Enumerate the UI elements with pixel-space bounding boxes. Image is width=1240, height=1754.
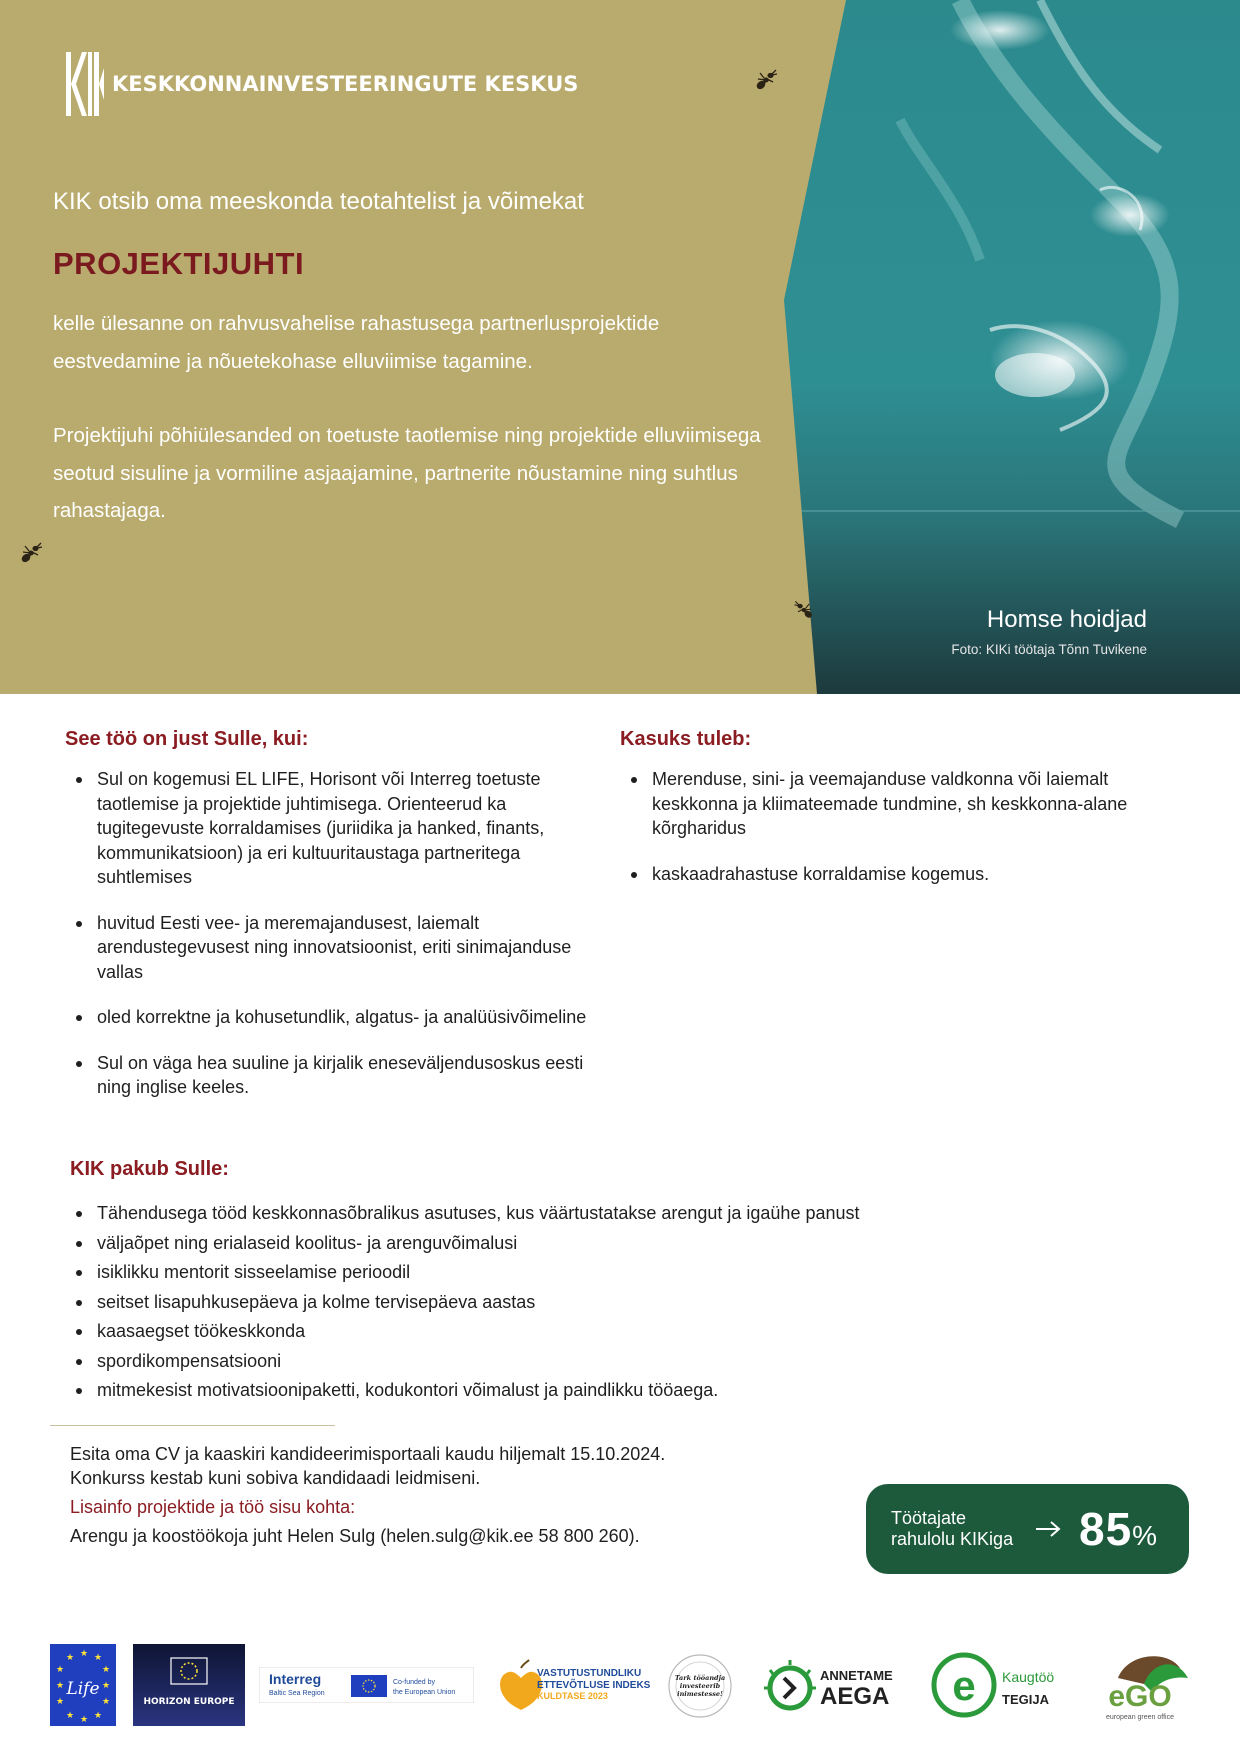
org-name: KESKKONNAINVESTEERINGUTE KESKUS <box>112 72 579 96</box>
badge-unit: % <box>1132 1520 1159 1551</box>
apply-line: Konkurss kestab kuni sobiva kandidaadi leidmiseni. <box>70 1467 481 1488</box>
list-item: Merenduse, sini- ja veemajanduse valdkonna või laiemalt keskkonna ja kliimateemade tundmine, sh keskkonna-alane kõrgharidus <box>620 767 1140 841</box>
svg-text:★: ★ <box>94 1711 103 1721</box>
kik-logo <box>64 48 578 120</box>
ant-icon <box>752 66 780 94</box>
csr-line: ETTEVÕTLUSE INDEKS <box>537 1680 651 1691</box>
position-duties: Projektijuhi põhiülesanded on toetuste taotlemise ning projektide elluviimisega seotud sisuline ja vormiline asjaajamine, partnerite nõustamine ning suhtlus rahastajaga. <box>53 424 761 522</box>
list-item: oled korrektne ja kohusetundlik, algatus- ja analüüsivõimeline <box>65 1005 595 1030</box>
position-title: PROJEKTIJUHTI <box>53 246 305 281</box>
offer-list <box>70 1201 1170 1403</box>
satisfaction-badge <box>866 1484 1189 1574</box>
offer-section <box>70 1158 1170 1408</box>
advantages-heading: Kasuks tuleb: <box>620 728 752 750</box>
requirements-section <box>65 728 595 1121</box>
contact-info: Arengu ja koostöökoja juht Helen Sulg (helen.sulg@kik.ee 58 800 260). <box>70 1526 640 1546</box>
list-item: isiklikku mentorit sisseelamise perioodil <box>70 1260 1170 1285</box>
list-item: Tähendusega tööd keskkonnasõbralikus asutuses, kus väärtustatakse arengut ja igaühe panust <box>70 1201 1170 1226</box>
svg-text:★: ★ <box>102 1697 111 1707</box>
badge-label: Töötajate rahulolu KIKiga <box>891 1508 1014 1549</box>
photo-title: Homse hoidjad <box>986 606 1147 633</box>
ant-icon <box>792 598 816 622</box>
list-item: kaskaadrahastuse korraldamise kogemus. <box>620 862 1140 887</box>
list-item: Sul on väga hea suuline ja kirjalik eneseväljendusoskus eesti ning inglise keeles. <box>65 1051 595 1100</box>
svg-text:★: ★ <box>102 1681 111 1691</box>
eu-life-logo <box>50 1644 116 1726</box>
horizon-europe-logo <box>133 1644 245 1726</box>
kaugtoo-line: Kaugtöö <box>1002 1669 1055 1685</box>
svg-text:★: ★ <box>56 1665 65 1675</box>
hero-intro: KIK otsib oma meeskonda teotahtelist ja võimekat <box>53 188 584 215</box>
list-item: kaasaegset töökeskkonda <box>70 1319 1170 1344</box>
list-item: seitset lisapuhkusepäeva ja kolme tervisepäeva aastas <box>70 1290 1170 1315</box>
badge-value <box>1079 1502 1158 1556</box>
photo-credit: Foto: KIKi töötaja Tõnn Tuvikene <box>951 642 1147 657</box>
ego-subtitle: european green office <box>1106 1714 1174 1721</box>
svg-text:Co-funded by: Co-funded by <box>393 1679 436 1686</box>
svg-text:★: ★ <box>66 1711 75 1721</box>
anname-aega-logo <box>762 1654 907 1718</box>
svg-text:★: ★ <box>66 1653 75 1663</box>
offer-heading: KIK pakub Sulle: <box>70 1158 229 1180</box>
interreg-region: Baltic Sea Region <box>269 1690 325 1697</box>
anname-line: AEGA <box>820 1683 890 1710</box>
ego-text: eGO <box>1108 1680 1172 1713</box>
requirements-list <box>65 767 595 1100</box>
list-item: huvitud Eesti vee- ja meremajandusest, laiemalt arendustegevusest ning innovatsioonist, eriti sinimajanduse vallas <box>65 911 595 985</box>
apply-line: Esita oma CV ja kaaskiri kandideerimisportaali kaudu hiljemalt 15.10.2024. <box>70 1444 666 1464</box>
ant-icon <box>17 539 45 567</box>
divider <box>50 1425 335 1426</box>
tark-line: Tark tööandja <box>674 1674 726 1682</box>
svg-text:★: ★ <box>102 1665 111 1675</box>
kaugtoo-tegija-logo <box>930 1650 1066 1720</box>
csr-line: KULDTASE 2023 <box>537 1691 608 1701</box>
info-heading: Lisainfo projektide ja töö sisu kohta: <box>70 1497 356 1517</box>
hero-banner <box>0 0 1240 694</box>
list-item: mitmekesist motivatsioonipaketti, kodukontori võimalust ja paindlikku tööaega. <box>70 1378 1170 1403</box>
list-item: väljaõpet ning erialaseid koolitus- ja arenguvõimalusi <box>70 1231 1170 1256</box>
svg-text:e: e <box>952 1662 976 1709</box>
csr-index-logo <box>493 1658 653 1714</box>
kaugtoo-line: TEGIJA <box>1002 1692 1049 1707</box>
svg-text:★: ★ <box>56 1697 65 1707</box>
tark-line: inimestesse! <box>677 1690 723 1698</box>
horizon-text: HORIZON EUROPE <box>143 1697 235 1707</box>
kik-logo-mark <box>64 48 104 120</box>
partner-logos <box>0 1640 1240 1730</box>
svg-text:the European Union: the European Union <box>393 1689 456 1696</box>
photo-caption <box>951 606 1147 657</box>
csr-line: VASTUTUSTUNDLIKU <box>537 1668 642 1679</box>
svg-text:★: ★ <box>80 1715 89 1725</box>
arrow-right-icon <box>1033 1519 1063 1539</box>
life-text: Life <box>66 1679 100 1699</box>
requirements-heading: See töö on just Sulle, kui: <box>65 728 309 750</box>
interreg-logo <box>259 1667 474 1703</box>
position-description: kelle ülesanne on rahvusvahelise rahastusega partnerlusprojektide eestvedamine ja nõuetekohase elluviimise tagamine. <box>53 312 660 373</box>
european-green-office-logo <box>1088 1648 1196 1722</box>
apply-instructions <box>70 1443 665 1490</box>
list-item: spordikompensatsiooni <box>70 1349 1170 1374</box>
svg-text:★: ★ <box>56 1681 65 1691</box>
anname-line: ANNETAME <box>820 1668 893 1683</box>
advantages-list <box>620 767 1140 886</box>
list-item: Sul on kogemusi EL LIFE, Horisont või Interreg toetuste taotlemise ja projektide juhtimisega. Orienteerud ka tugitegevuste korraldamises (juriidika ja hanked, finants, kommunikatsioon) ja eri kultuuritaustaga partneritega suhtlemises <box>65 767 595 890</box>
svg-text:★: ★ <box>80 1649 89 1659</box>
tark-line: investeerib <box>679 1682 721 1690</box>
badge-number: 85 <box>1079 1503 1133 1555</box>
interreg-text: Interreg <box>269 1671 322 1687</box>
advantages-section <box>620 728 1140 907</box>
svg-text:★: ★ <box>94 1653 103 1663</box>
tark-tooandja-logo <box>666 1652 734 1720</box>
